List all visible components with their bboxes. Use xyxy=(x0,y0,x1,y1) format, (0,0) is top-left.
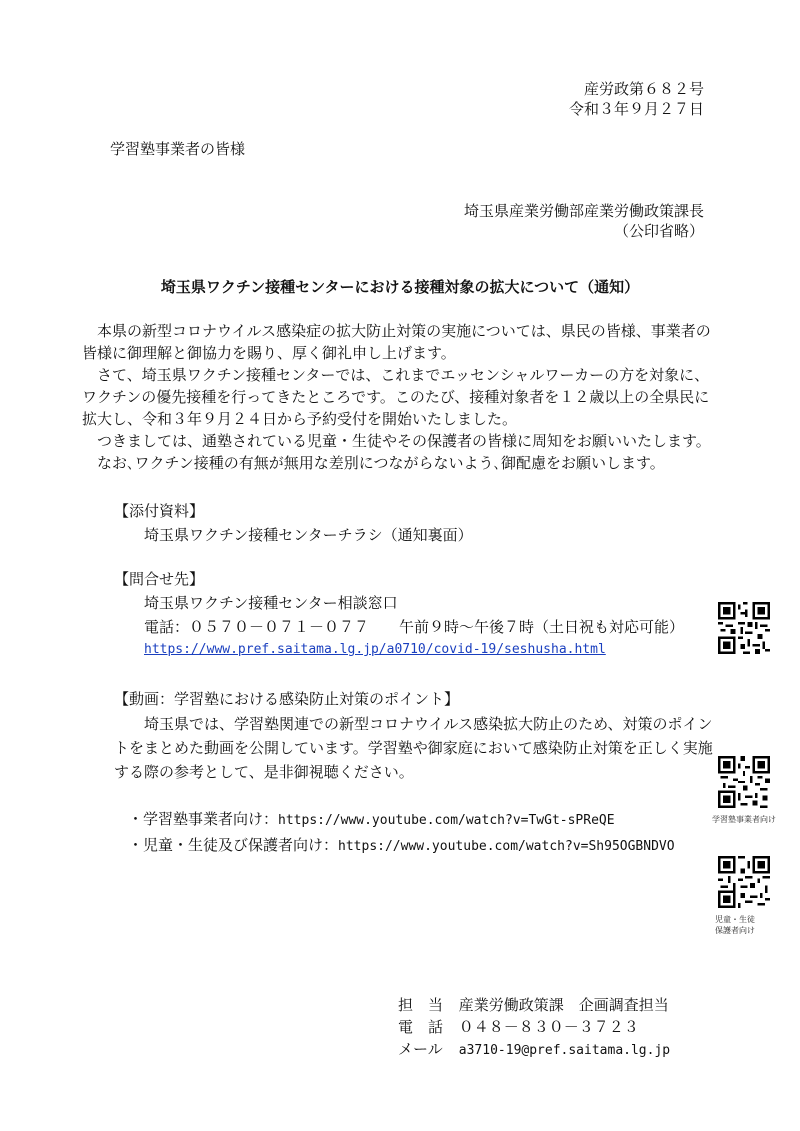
footer-contact xyxy=(398,994,670,1060)
contact-heading: 【問合せ先】 xyxy=(114,570,205,588)
footer-value-person: 産業労働政策課 企画調査担当 xyxy=(458,996,669,1014)
qr-code-business-video-icon[interactable] xyxy=(718,756,770,808)
video-link-business xyxy=(128,808,615,829)
qr-caption-students-line2: 保護者向け xyxy=(715,926,755,935)
footer-row-email xyxy=(398,1038,670,1060)
video-description: 埼玉県では、学習塾関連での新型コロナウイルス感染拡大防止のため、対策のポイントをまとめた動画を公開しています。学習塾や御家庭において感染防止対策を正しく実施する際の参考として、是非御視聴ください。 xyxy=(114,715,713,781)
contact-name: 埼玉県ワクチン接種センター相談窓口 xyxy=(144,594,398,612)
footer-label-email: メール xyxy=(398,1040,443,1058)
footer-row-person xyxy=(398,994,670,1016)
video-heading: 【動画：学習塾における感染防止対策のポイント】 xyxy=(114,690,460,708)
body-paragraphs xyxy=(82,320,722,474)
paragraph-4: なお､ワクチン接種の有無が無用な差別につながらないよう､御配慮をお願いします。 xyxy=(97,454,665,472)
video-link-business-label: ・学習塾事業者向け： xyxy=(128,810,279,828)
footer-label-person: 担 当 xyxy=(398,996,444,1014)
qr-caption-business: 学習塾事業者向け xyxy=(712,815,776,824)
paragraph-2: さて、埼玉県ワクチン接種センターでは、これまでエッセンシャルワーカーの方を対象に、ワクチンの優先接種を行ってきたところです。このたび、接種対象者を１２歳以上の全県民に拡大し、令和３年９月２４日から予約受付を開始いたしました。 xyxy=(82,366,710,428)
qr-code-contact-icon[interactable] xyxy=(718,602,770,654)
qr-caption-students xyxy=(715,914,755,936)
footer-label-phone: 電 話 xyxy=(398,1018,444,1036)
paragraph-1: 本県の新型コロナウイルス感染症の拡大防止対策の実施については、県民の皆様、事業者の皆様に御理解と御協力を賜り、厚く御礼申し上げます。 xyxy=(82,322,711,362)
attachment-item: 埼玉県ワクチン接種センターチラシ（通知裏面） xyxy=(144,526,473,544)
video-link-students xyxy=(128,834,675,855)
contact-phone: 電話：０５７０－０７１－０７７ 午前９時～午後７時（土日祝も対応可能） xyxy=(144,618,685,636)
recipient: 学習塾事業者の皆様 xyxy=(110,140,246,158)
contact-url-link[interactable]: https://www.pref.saitama.lg.jp/a0710/covid-19/seshusha.html xyxy=(144,642,606,657)
document-date: 令和３年９月２７日 xyxy=(568,100,704,118)
paragraph-3: つきましては、通塾されている児童・生徒やその保護者の皆様に周知をお願いいたします。 xyxy=(97,432,711,450)
footer-row-phone xyxy=(398,1016,670,1038)
sender-department: 埼玉県産業労働部産業労働政策課長 xyxy=(463,202,704,220)
document-number: 産労政第６８２号 xyxy=(583,80,704,98)
attachment-heading: 【添付資料】 xyxy=(114,502,205,520)
qr-code-students-video-icon[interactable] xyxy=(718,856,770,908)
seal-note: （公印省略） xyxy=(613,222,704,240)
video-link-students-label: ・児童・生徒及び保護者向け： xyxy=(128,836,339,854)
video-link-business-url[interactable]: https://www.youtube.com/watch?v=TwGt-sPReQE xyxy=(278,813,615,828)
video-link-students-url[interactable]: https://www.youtube.com/watch?v=Sh95OGBNDVO xyxy=(338,839,675,854)
footer-value-phone: ０４８－８３０－３７２３ xyxy=(458,1018,639,1036)
footer-value-email[interactable]: a3710-19@pref.saitama.lg.jp xyxy=(458,1043,671,1058)
qr-caption-students-line1: 児童・生徒 xyxy=(715,915,755,924)
document-title: 埼玉県ワクチン接種センターにおける接種対象の拡大について（通知） xyxy=(160,278,640,296)
